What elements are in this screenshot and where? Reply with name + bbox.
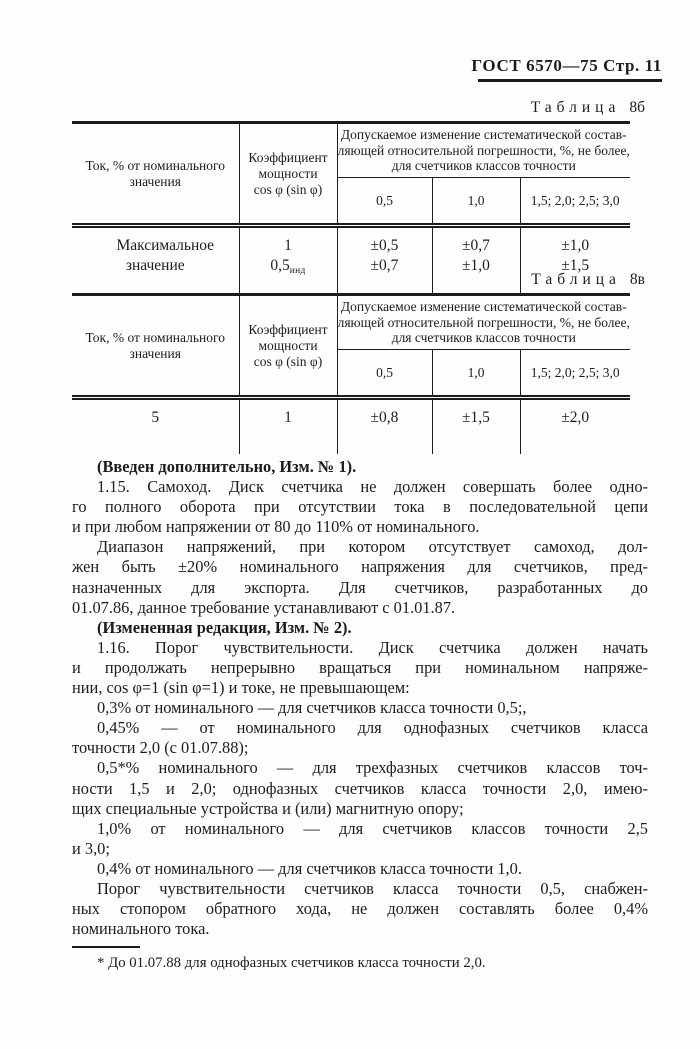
- cell-line: ±0,7: [462, 237, 490, 254]
- text-line: ных стопором обратного хода, не должен составлять более 0,4%: [72, 899, 648, 919]
- table-8b: [72, 121, 630, 294]
- header-rule: [478, 79, 662, 82]
- column-header-allowed-change: [337, 123, 630, 178]
- header-line: ляющей относительной погрешности, %, не более,: [337, 314, 630, 330]
- table-row: [72, 398, 630, 455]
- subcolumn-class-10: 1,0: [432, 178, 520, 226]
- cell-class-15-30: ±2,0: [520, 398, 630, 455]
- text-line: 0,5*% номинального — для трехфазных счетчиков классов точ-: [97, 758, 648, 778]
- caption-word: Таблица: [530, 99, 621, 116]
- subcolumn-class-05: 0,5: [376, 364, 393, 380]
- header-line: мощности: [258, 337, 318, 353]
- header-line: мощности: [258, 165, 318, 181]
- column-header-current: [72, 123, 239, 226]
- text-line: (Измененная редакция, Изм. № 2).: [97, 617, 352, 637]
- header-line: Коэффициент: [248, 149, 328, 165]
- text-line: нии, cos φ=1 (sin φ=1) и токе, не превышающем:: [72, 678, 410, 698]
- paragraph-item-03: [72, 698, 648, 718]
- header-line: Допускаемое изменение систематической состав-: [340, 299, 627, 315]
- text-line: Порог чувствительности счетчиков класса точности 0,5, снабжен-: [97, 878, 648, 898]
- text-line: 01.07.86, данное требование устанавливают с 01.01.87.: [72, 597, 456, 617]
- header-line: значения: [129, 345, 181, 361]
- cell-class-10: ±1,5: [432, 398, 520, 455]
- text-line: Диапазон напряжений, при котором отсутствует самоход, дол-: [97, 537, 648, 557]
- table-8b-caption: [72, 99, 645, 117]
- paragraph-item-045: [72, 718, 648, 758]
- text-line: 0,45% — от номинального для однофазных счетчиков класса: [97, 718, 648, 738]
- column-header-current: [72, 295, 239, 398]
- paragraph-threshold: [72, 879, 648, 939]
- column-header-power-factor: [239, 123, 337, 226]
- footnote-text: * До 01.07.88 для однофазных счетчиков класса точности 2,0.: [97, 954, 486, 971]
- paragraph-voltage-range: [72, 537, 648, 617]
- header-line: Ток, % от номинального: [85, 329, 225, 345]
- header-line: cos φ (sin φ): [253, 181, 323, 197]
- caption-word: Таблица: [531, 271, 621, 288]
- header-line: для счетчиков классов точности: [391, 158, 576, 174]
- footnote-rule: [72, 946, 140, 948]
- text-line: точности 2,0 (с 01.07.88);: [72, 738, 249, 758]
- cell-line: ±1,0: [462, 257, 490, 274]
- text-line: и продолжать непрерывно вращаться при номинальном напряже-: [72, 657, 648, 677]
- text-line: 1.15. Самоход. Диск счетчика не должен совершать более одно-: [97, 477, 648, 497]
- subcolumn-class-05: 0,5: [376, 192, 393, 208]
- text-line: го полного оборота при отсутствии тока в последовательной цепи: [72, 497, 648, 517]
- paragraph-item-05: [72, 758, 648, 818]
- paragraph-item-10: [72, 819, 648, 859]
- cos-subscript: инд: [289, 266, 306, 276]
- header-line: для счетчиков классов точности: [391, 330, 576, 346]
- cell-line: Максимальное: [116, 237, 215, 254]
- cell-line: ±1,5: [561, 257, 590, 274]
- header-line: Коэффициент: [248, 321, 328, 337]
- header-line: ляющей относительной погрешности, %, не более,: [337, 142, 630, 158]
- cell-line: значение: [125, 257, 185, 274]
- text-line: ности 1,5 и 2,0; однофазных счетчиков класса точности 2,0, имею-: [72, 778, 648, 798]
- caption-number: 8в: [629, 271, 645, 288]
- text-line: (Введен дополнительно, Изм. № 1).: [97, 457, 357, 476]
- header-line: Допускаемое изменение систематической состав-: [340, 127, 627, 143]
- paragraph-item-04: [72, 859, 648, 879]
- paragraph-1-15: [72, 477, 648, 537]
- column-header-power-factor: [239, 295, 337, 398]
- text-line: номинального тока.: [72, 919, 210, 939]
- header-line: cos φ (sin φ): [253, 353, 323, 369]
- header-line: Ток, % от номинального: [85, 157, 225, 173]
- cos-value: 0,5: [270, 257, 290, 274]
- table-8v: [72, 293, 630, 454]
- header-line: значения: [129, 173, 181, 189]
- footnote: [72, 946, 648, 973]
- paragraph-amendment-1: [72, 457, 648, 477]
- column-header-allowed-change: [337, 295, 630, 350]
- table-8v-caption: [72, 271, 645, 289]
- cell-line: ±0,5: [370, 237, 399, 254]
- text-line: 1.16. Порог чувствительности. Диск счетчика должен начать: [97, 637, 648, 657]
- cell-power-factor: 1: [239, 398, 337, 455]
- text-line: и 3,0;: [72, 838, 110, 858]
- text-line: жен быть ±20% номинального напряжения для счетчиков, пред-: [72, 557, 648, 577]
- cell-current: 5: [72, 398, 239, 455]
- subcolumn-class-15-30: 1,5; 2,0; 2,5; 3,0: [520, 350, 630, 398]
- subcolumn-class-10: 1,0: [432, 350, 520, 398]
- caption-number: 8б: [629, 99, 645, 116]
- text-line: щих специальные устройства и (или) магнитную опору;: [72, 798, 464, 818]
- text-line: 0,4% от номинального — для счетчиков класса точности 1,0.: [97, 858, 522, 878]
- running-header: ГОСТ 6570—75 Стр. 11: [471, 56, 662, 75]
- cell-line: ±1,0: [561, 237, 590, 254]
- cell-line: 1: [284, 237, 292, 254]
- subcolumn-class-15-30: 1,5; 2,0; 2,5; 3,0: [520, 178, 630, 226]
- text-line: назначенных для экспорта. Для счетчиков, разработанных до: [72, 577, 648, 597]
- paragraph-amendment-2: [72, 618, 648, 638]
- text-line: и при любом напряжении от 80 до 110% от номинального.: [72, 517, 480, 537]
- text-line: 1,0% от номинального — для счетчиков классов точности 2,5: [97, 818, 648, 838]
- cell-class-05: ±0,8: [337, 398, 432, 455]
- cell-line: ±0,7: [370, 257, 399, 274]
- body-text: [72, 457, 648, 973]
- paragraph-1-16: [72, 638, 648, 698]
- text-line: 0,3% от номинального — для счетчиков класса точности 0,5;,: [97, 698, 527, 718]
